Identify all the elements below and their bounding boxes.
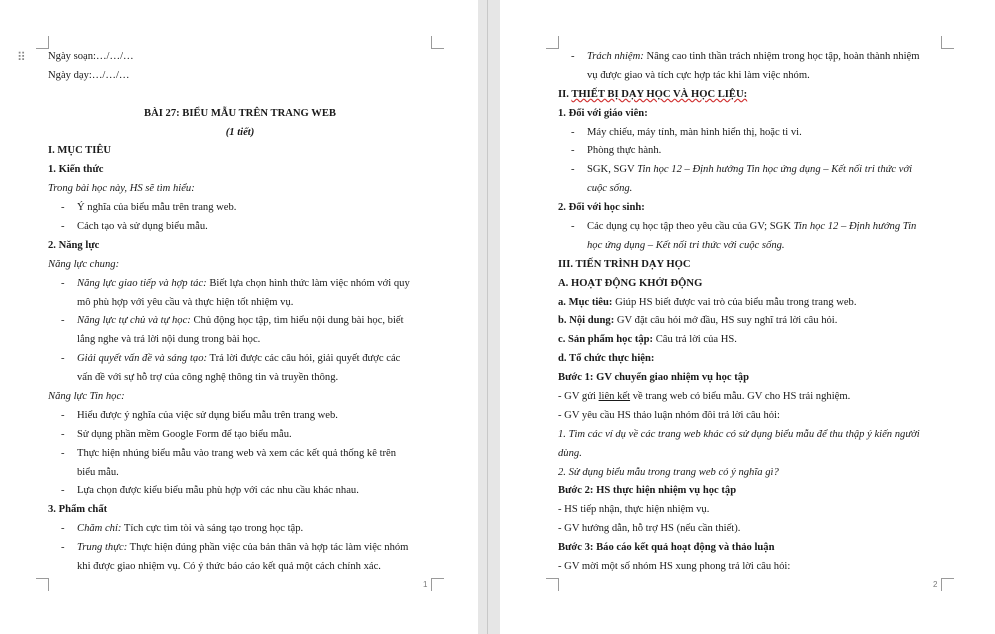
bullet-text [61,199,236,218]
bullet-body: Lựa chọn được kiểu biểu mẫu phù hợp với các nhu cầu khác nhau. [77,485,359,497]
bullet-body: Máy chiếu, máy tính, màn hình hiển thị, hoặc ti vi. [587,126,802,138]
bullet-label: Năng lực tự chủ và tự học: [77,315,191,327]
bullet-item [48,482,432,501]
bullet-body: Chủ động học tập, tìm hiểu nội dung bài học, biết [190,315,404,327]
page-1-text[interactable] [48,48,432,577]
bullet-body: Tích cực tìm tòi và sáng tạo trong học tập. [121,523,304,535]
bullet-text [61,520,303,539]
bullet-item [558,124,942,143]
italic-line: 2. Sử dụng biểu mẫu trong trang web có ý nghĩa gì? [558,466,779,478]
bullet-continuation: cuộc sống. [587,183,633,195]
bullet-body: Nâng cao tinh thần trách nhiệm trong học tập, hoàn thành nhiệm [643,51,920,62]
text-line: - GV hướng dẫn, hỗ trợ HS (nếu cần thiết). [558,523,741,535]
bullet-text [61,312,404,331]
bullet-body: Cách tạo và sử dụng biểu mẫu. [77,221,208,233]
book-title: Tin học 12 – Định hướng Tin [793,221,917,233]
italic-line: Năng lực Tin học: [48,391,125,403]
section-heading: A. HOẠT ĐỘNG KHỞI ĐỘNG [558,277,703,289]
bullet-text [571,161,912,180]
margin-corner-mark [36,578,49,591]
section-heading: 1. Kiến thức [48,164,104,176]
bullet-item [48,350,432,369]
bullet-label: Giải quyết vấn đề và sáng tạo: [77,353,208,365]
bullet-item [48,445,432,464]
blank-line [48,86,432,105]
line-label: a. Mục tiêu: [558,296,613,308]
bullet-item [558,218,942,237]
bullet-item [48,426,432,445]
line-body: GV đặt câu hỏi mở đầu, HS suy nghĩ trả lời câu hỏi. [614,315,838,327]
bullet-item [558,161,942,180]
bullet-body: Sử dụng phần mềm Google Form để tạo biểu mẫu. [77,428,292,440]
bullet-text [61,350,400,369]
bullet-text [571,124,802,143]
italic-line: Năng lực chung: [48,258,120,270]
section-heading: III. TIẾN TRÌNH DẠY HỌC [558,258,691,270]
bullet-body: Thực hiện đúng phần việc của bản thân và hợp tác làm việc nhóm [127,542,409,554]
heading-number: II. [558,88,572,100]
labeled-line [558,331,942,350]
line-body: Giúp HS biết được vai trò của biểu mẫu trong trang web. [612,296,857,308]
line-label: c. Sản phẩm học tập: [558,334,654,346]
bullet-text [61,426,292,445]
bullet-label: Năng lực giao tiếp và hợp tác: [77,277,207,289]
bullet-continuation: mô phù hợp với yêu cầu và thực hiện tốt nhiệm vụ. [77,296,294,308]
labeled-line [558,294,942,313]
section-heading: Bước 3: Báo cáo kết quả hoạt động và thảo luận [558,542,775,554]
text-line: - GV yêu cầu HS thảo luận nhóm đôi trả lời câu hỏi: [558,409,780,421]
document-page-2 [500,0,995,634]
bullet-text [571,48,919,67]
bullet-text [61,482,359,501]
margin-corner-mark [431,578,444,591]
lesson-duration: (1 tiết) [225,126,255,138]
section-heading: Bước 2: HS thực hiện nhiệm vụ học tập [558,485,737,497]
bullet-continuation: biểu mẫu. [77,466,119,478]
section-heading: 1. Đối với giáo viên: [558,107,648,119]
text-line: - GV mời một số nhóm HS xung phong trả lời câu hỏi: [558,561,791,573]
bullet-item [558,48,942,67]
spellcheck-flagged-text: THIẾT BỊ DẠY HỌC VÀ HỌC LIỆU: [571,88,748,100]
page-2-text[interactable] [558,48,942,577]
page-number: 2 [933,580,938,589]
drag-handle-icon[interactable]: ⠿ [17,50,27,64]
bullet-body: Hiểu được ý nghĩa của việc sử dụng biểu mẫu trên trang web. [77,409,338,421]
italic-line: dùng. [558,447,582,459]
margin-corner-mark [546,578,559,591]
bullet-continuation: khi được giao nhiệm vụ. Có ý thức báo cáo kết quả một cách chính xác. [77,561,381,573]
italic-line: Trong bài học này, HS sẽ tìm hiểu: [48,183,195,195]
bullet-continuation: vấn đề với sự hỗ trợ của công nghệ thông tin và truyền thông. [77,372,339,384]
bullet-continuation: vụ được giao và tích cực hợp tác khi làm việc nhóm. [587,69,810,81]
bullet-text [571,142,661,161]
bullet-item [48,539,432,558]
bullet-text [61,275,410,294]
section-heading: 2. Đối với học sinh: [558,202,645,214]
text-line: Ngày soạn:…/…/… [48,51,134,62]
bullet-body: Ý nghĩa của biểu mẫu trên trang web. [77,202,237,214]
line-body: Câu trả lời của HS. [653,334,737,346]
bullet-body: Phòng thực hành. [587,145,662,157]
labeled-line [558,312,942,331]
section-heading: 3. Phẩm chất [48,504,108,516]
document-page-1 [0,0,478,634]
lesson-title: BÀI 27: BIỂU MẪU TRÊN TRANG WEB [144,107,336,119]
bullet-text [61,539,408,558]
bullet-item [48,218,432,237]
bullet-text [61,218,208,237]
bullet-text [61,407,338,426]
bullet-item [48,312,432,331]
page-gap-divider [487,0,488,634]
margin-corner-mark [941,578,954,591]
bullet-item [48,520,432,539]
book-title: Tin học 12 – Định hướng Tin học ứng dụng – Kết nối tri thức với [637,164,913,176]
bullet-body: Các dụng cụ học tập theo yêu cầu của GV; SGK [587,221,794,233]
bullet-continuation: lắng nghe và trả lời nội dung trong bài học. [77,334,261,346]
bullet-label: Chăm chỉ: [77,523,122,535]
line-label: b. Nội dung: [558,315,615,327]
hyperlink[interactable]: liên kết [598,391,631,403]
text-run: về trang web có biểu mẫu. GV cho HS trải nghiệm. [630,391,851,403]
section-heading: I. MỤC TIÊU [48,145,112,157]
bullet-body: Trả lời được các câu hỏi, giải quyết được các [207,353,401,365]
section-heading: 2. Năng lực [48,239,100,251]
bullet-text [61,445,396,464]
bullet-label: Trách nhiệm: [587,51,644,62]
section-heading: d. Tổ chức thực hiện: [558,353,655,365]
page-number: 1 [423,580,428,589]
italic-line: 1. Tìm các ví dụ về các trang web khác có sử dụng biểu mẫu để thu thập ý kiến người [558,428,920,440]
bullet-item [558,142,942,161]
text-run: - GV gửi [558,391,599,403]
bullet-item [48,275,432,294]
section-heading [558,86,942,105]
bullet-body: SGK, SGV [587,164,638,176]
margin-corner-mark [941,36,954,49]
bullet-body: Biết lựa chọn hình thức làm việc nhóm với quy [206,277,410,289]
bullet-item [48,199,432,218]
bullet-label: Trung thực: [77,542,128,554]
bullet-continuation: học ứng dụng – Kết nối tri thức với cuộc sống. [587,239,785,251]
bullet-text [571,218,916,237]
text-line [558,388,942,407]
text-line: Ngày dạy:…/…/… [48,69,130,81]
bullet-item [48,407,432,426]
margin-corner-mark [431,36,444,49]
bullet-body: Thực hiện nhúng biểu mẫu vào trang web và xem các kết quả thống kê trên [77,447,397,459]
text-line: - HS tiếp nhận, thực hiện nhiệm vụ. [558,504,710,516]
section-heading: Bước 1: GV chuyển giao nhiệm vụ học tập [558,372,749,384]
